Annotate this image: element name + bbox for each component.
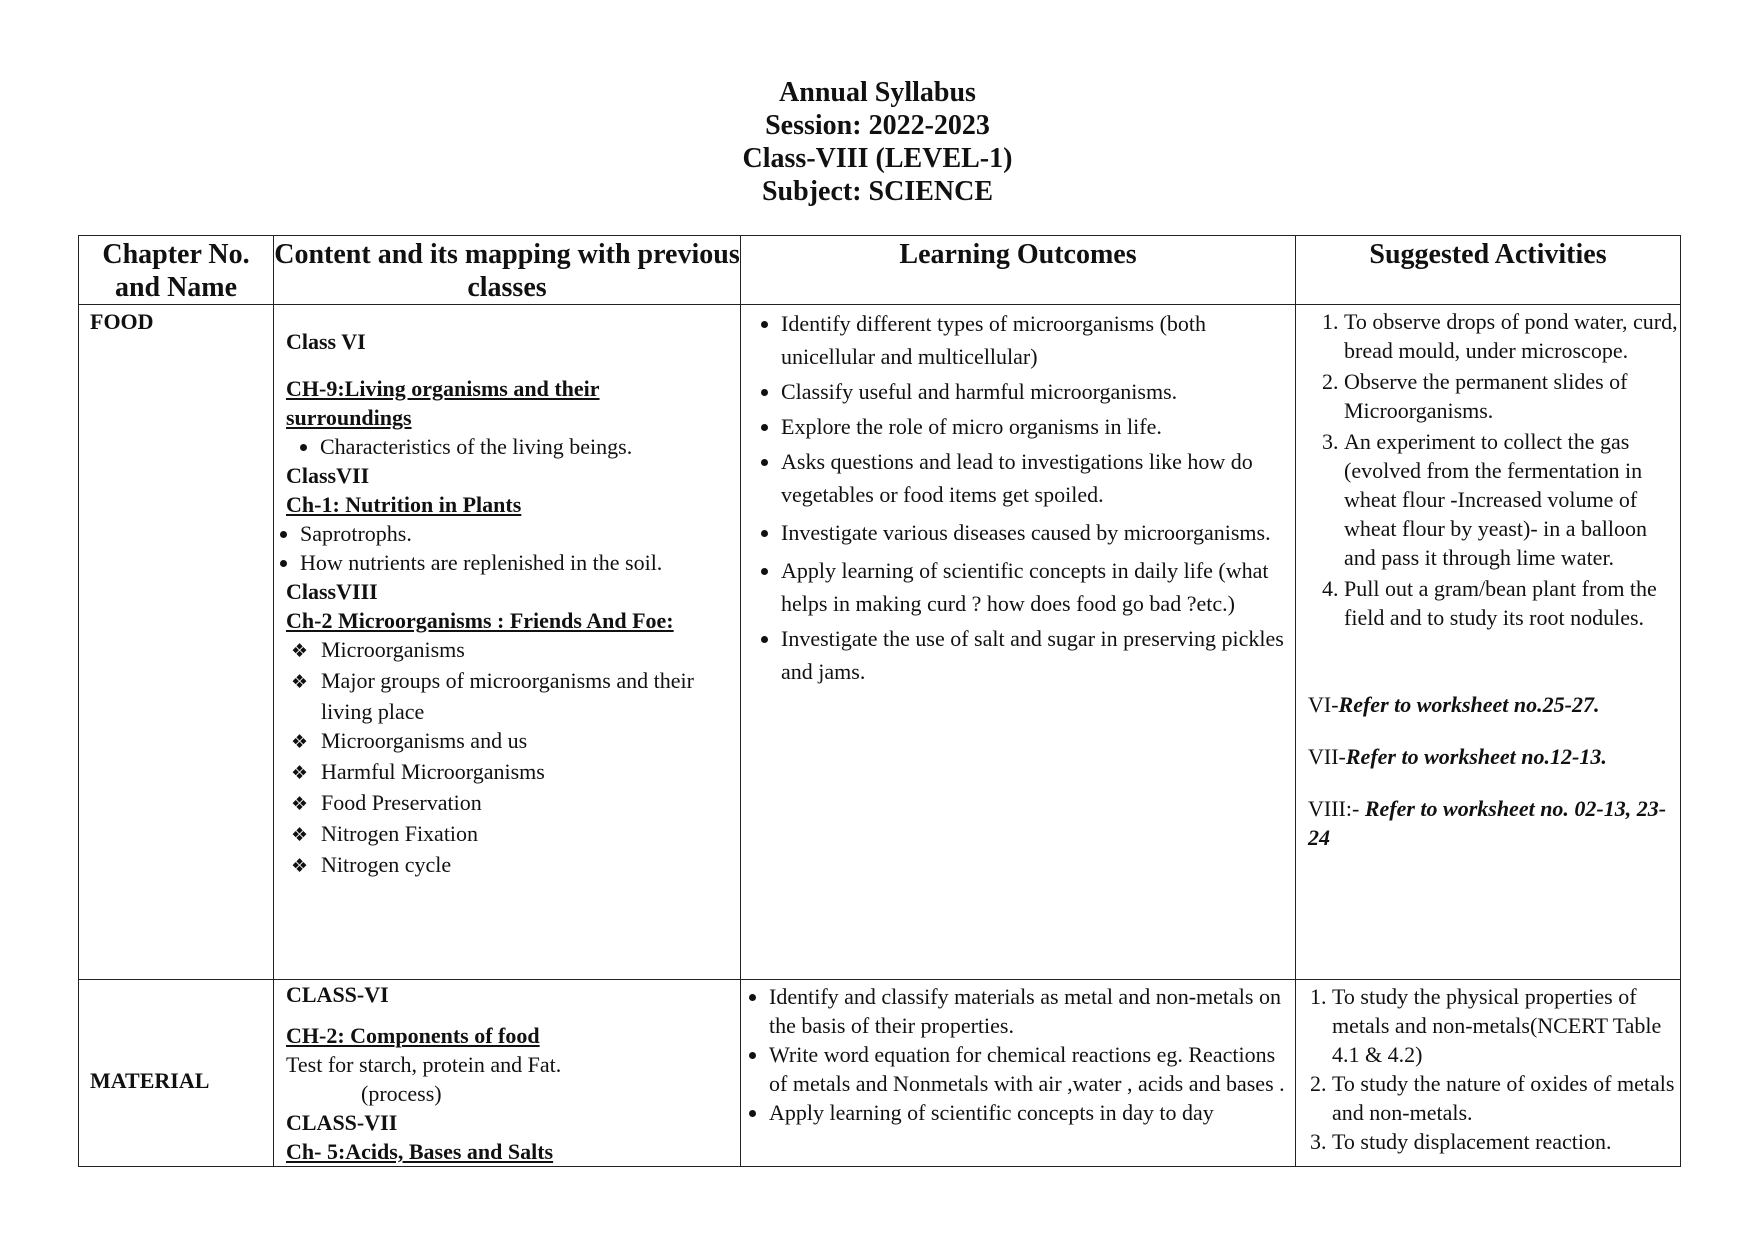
chapter-cell	[79, 305, 274, 980]
list-item: 3. An experiment to collect the gas (evolved from the fermentation in wheat flour -Increased volume of wheat flour by yeast)- in a balloon and pass it through lime water.	[1344, 427, 1680, 572]
activities-list	[1296, 307, 1680, 632]
header-chapter: Chapter No. and Name	[79, 236, 274, 305]
chapter-heading: Ch-2 Microorganisms : Friends And Foe:	[286, 608, 674, 633]
chapter-heading: CH-2: Components of food	[286, 1023, 540, 1048]
table-row	[79, 980, 1681, 1167]
outcomes-list	[741, 307, 1295, 688]
diamond-bullet-icon: ❖	[291, 824, 309, 846]
list-item: ❖ Harmful Microorganisms	[286, 757, 728, 788]
bullet-list	[286, 432, 728, 461]
list-item: • Asks questions and lead to investigations like how do vegetables or food items get spoiled.	[781, 445, 1295, 511]
diamond-bullet-icon: ❖	[291, 762, 309, 784]
list-item: • Apply learning of scientific concepts in daily life (what helps in making curd ? how does food go bad ?etc.)	[781, 554, 1295, 620]
diamond-list	[286, 635, 728, 881]
list-item: ❖ Microorganisms and us	[286, 726, 728, 757]
subject-line: Subject: SCIENCE	[761, 176, 994, 207]
chapter-cell	[79, 980, 274, 1167]
list-item: 1. To observe drops of pond water, curd, bread mould, under microscope.	[1344, 307, 1680, 365]
chapter-heading: Ch- 5:Acids, Bases and Salts	[286, 1139, 554, 1164]
chapter-name: MATERIAL	[90, 1068, 210, 1093]
worksheet-reference: VIII:- Refer to worksheet no. 02-13, 23-24	[1308, 796, 1667, 850]
header-activities: Suggested Activities	[1296, 236, 1681, 305]
chapter-heading: CH-9:Living organisms and their surroundings	[286, 376, 600, 430]
class-heading: Class VI	[286, 329, 366, 354]
list-item: • How nutrients are replenished in the soil.	[300, 548, 728, 577]
worksheet-reference: VI-Refer to worksheet no.25-27.	[1308, 692, 1600, 717]
list-item: 3. To study displacement reaction.	[1332, 1127, 1680, 1156]
class-heading: CLASS-VII	[286, 1110, 398, 1135]
list-item: ❖ Microorganisms	[286, 635, 728, 666]
list-item: ❖ Nitrogen Fixation	[286, 819, 728, 850]
list-item: • Write word equation for chemical reactions eg. Reactions of metals and Nonmetals with air ,water , acids and bases .	[769, 1040, 1295, 1098]
session-line: Session: 2022-2023	[765, 110, 990, 141]
list-item: • Apply learning of scientific concepts in day to day	[769, 1098, 1295, 1127]
list-item: • Saprotrophs.	[300, 519, 728, 548]
list-item: • Explore the role of micro organisms in life.	[781, 410, 1295, 443]
class-line: Class-VIII (LEVEL-1)	[742, 143, 1013, 174]
list-item: ❖ Food Preservation	[286, 788, 728, 819]
activities-cell	[1296, 305, 1681, 980]
outcomes-list	[741, 982, 1295, 1127]
outcomes-cell	[741, 980, 1296, 1167]
diamond-bullet-icon: ❖	[291, 793, 309, 815]
chapter-name: FOOD	[90, 309, 154, 334]
activities-list	[1296, 982, 1680, 1156]
chapter-heading: Ch-1: Nutrition in Plants	[286, 492, 522, 517]
list-item: • Investigate the use of salt and sugar in preserving pickles and jams.	[781, 622, 1295, 688]
bullet-list	[286, 519, 728, 577]
list-item: ❖ Major groups of microorganisms and their living place	[291, 668, 694, 724]
diamond-bullet-icon: ❖	[291, 731, 309, 753]
class-heading: ClassVII	[286, 463, 370, 488]
class-heading: CLASS-VI	[286, 982, 389, 1007]
syllabus-table	[78, 235, 1681, 1167]
activities-cell	[1296, 980, 1681, 1167]
list-item: • Investigate various diseases caused by microorganisms.	[781, 513, 1295, 552]
content-cell	[274, 305, 741, 980]
document-header	[0, 76, 1755, 208]
diamond-bullet-icon: ❖	[291, 855, 309, 877]
list-item: ❖ Nitrogen cycle	[286, 850, 728, 881]
content-text: Test for starch, protein and Fat.	[286, 1052, 562, 1077]
header-content: Content and its mapping with previous classes	[274, 236, 741, 305]
list-item: 2. To study the nature of oxides of metals and non-metals.	[1332, 1069, 1680, 1127]
outcomes-cell	[741, 305, 1296, 980]
list-item: • Characteristics of the living beings.	[320, 432, 728, 461]
list-item: • Identify and classify materials as metal and non-metals on the basis of their properties.	[769, 982, 1295, 1040]
table-row	[79, 305, 1681, 980]
class-heading: ClassVIII	[286, 579, 378, 604]
diamond-bullet-icon: ❖	[291, 640, 309, 662]
list-item: • Classify useful and harmful microorganisms.	[781, 375, 1295, 408]
list-item: 2. Observe the permanent slides of Microorganisms.	[1344, 367, 1680, 425]
header-outcomes: Learning Outcomes	[741, 236, 1296, 305]
list-item: 1. To study the physical properties of metals and non-metals(NCERT Table 4.1 & 4.2)	[1332, 982, 1680, 1069]
content-cell	[274, 980, 741, 1167]
document-title: Annual Syllabus	[779, 77, 976, 108]
list-item: 4. Pull out a gram/bean plant from the field and to study its root nodules.	[1344, 574, 1680, 632]
diamond-bullet-icon: ❖	[291, 671, 309, 693]
table-header-row	[79, 236, 1681, 305]
worksheet-reference: VII-Refer to worksheet no.12-13.	[1308, 744, 1607, 769]
content-text: (process)	[361, 1081, 442, 1106]
list-item: • Identify different types of microorganisms (both unicellular and multicellular)	[781, 307, 1295, 373]
